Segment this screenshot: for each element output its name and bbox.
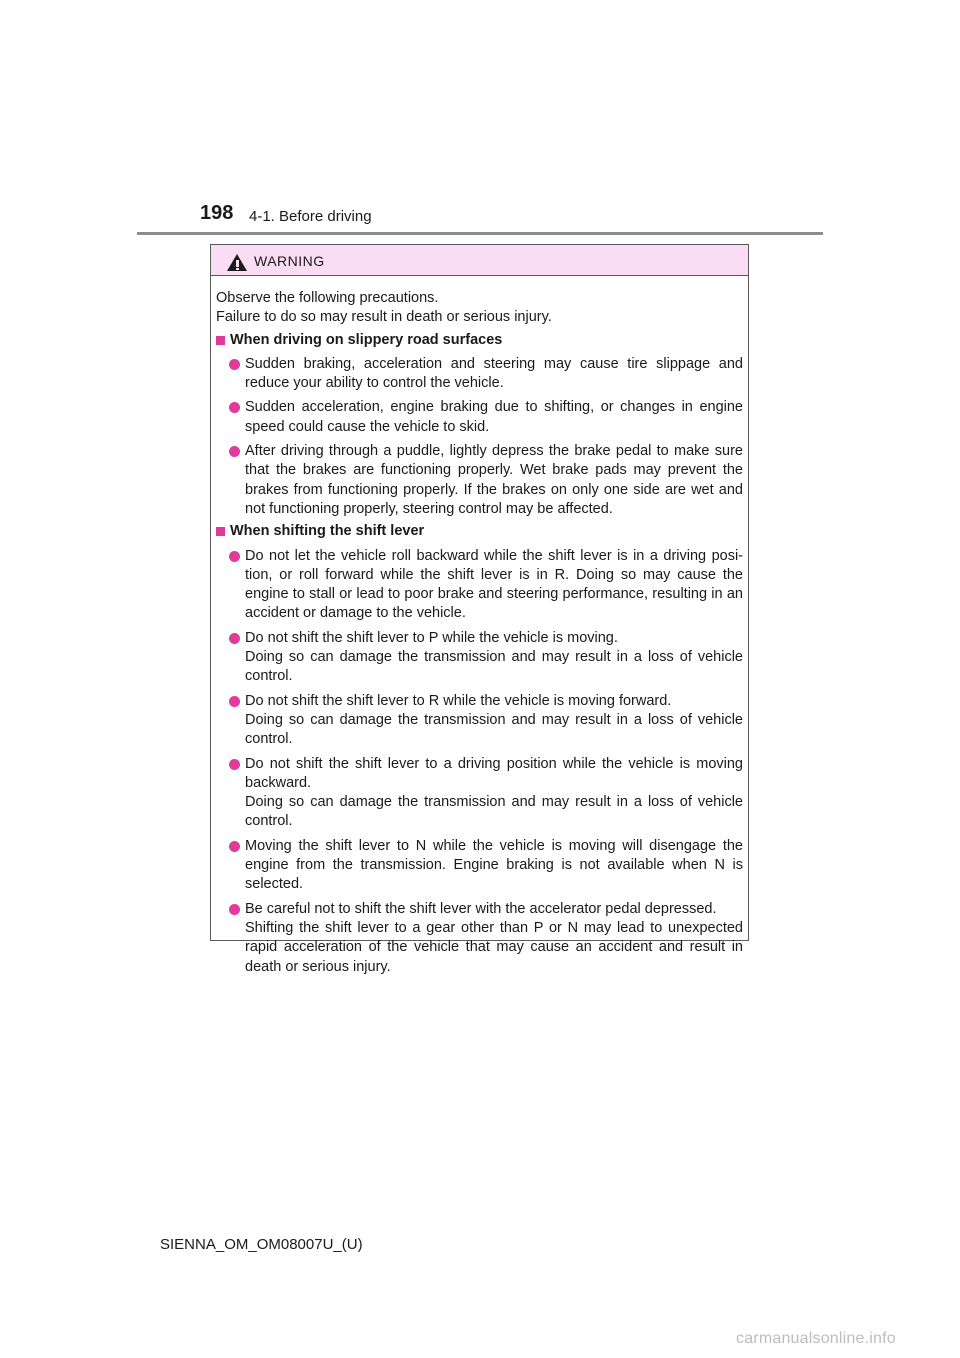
- subheading-text: When driving on slippery road surfaces: [230, 331, 503, 348]
- bullet-item: [216, 629, 743, 687]
- bullet-text: Shifting the shift lever to a gear other than P or N may lead to unexpected rapid acceleration of the vehicle that may cause an accident and result in death or serious injury.: [245, 919, 743, 975]
- intro-line: Failure to do so may result in death or serious injury.: [216, 309, 552, 326]
- bullet-item: [216, 900, 743, 977]
- bullet-text: Be careful not to shift the shift lever with the accelerator pedal depressed.: [245, 900, 717, 917]
- square-bullet-icon: [216, 527, 225, 536]
- circle-bullet-icon: [229, 359, 240, 370]
- subheading: [216, 331, 743, 350]
- warning-label: WARNING: [254, 253, 325, 269]
- bullet-text: Moving the shift lever to N while the vehicle is moving will disengage the engine from the transmission. Engine braking is not available when N is selected.: [245, 837, 743, 893]
- intro-line: Observe the following precautions.: [216, 290, 439, 306]
- bullet-item: [216, 837, 743, 895]
- bullet-text: Do not shift the shift lever to P while the vehicle is moving.: [245, 629, 618, 646]
- square-bullet-icon: [216, 336, 225, 345]
- circle-bullet-icon: [229, 633, 240, 644]
- bullet-text: After driving through a puddle, lightly depress the brake pedal to make sure that the brakes are functioning properly. Wet brake pads may prevent the brakes from functioning properly. If the brakes on only one side are wet and not functioning properly, steering control may be affected.: [245, 443, 743, 517]
- bullet-text: Sudden braking, acceleration and steering may cause tire slippage and reduce your ability to control the vehicle.: [245, 355, 743, 392]
- bullet-text: Do not shift the shift lever to R while the vehicle is moving forward.: [245, 692, 672, 709]
- circle-bullet-icon: [229, 759, 240, 770]
- document-code: SIENNA_OM_OM08007U_(U): [160, 1236, 363, 1253]
- bullet-text: Doing so can damage the transmission and may result in a loss of vehicle control.: [245, 711, 743, 748]
- bullet-item: [216, 547, 743, 624]
- circle-bullet-icon: [229, 841, 240, 852]
- section-title: 4-1. Before driving: [249, 208, 372, 225]
- bullet-text: Do not shift the shift lever to a driving position while the vehicle is moving backward.: [245, 755, 743, 791]
- subheading: [216, 522, 743, 541]
- bullet-item: [216, 398, 743, 437]
- circle-bullet-icon: [229, 551, 240, 562]
- warning-box: [210, 244, 749, 975]
- circle-bullet-icon: [229, 446, 240, 457]
- bullet-text: Doing so can damage the transmission and may result in a loss of vehicle control.: [245, 649, 743, 685]
- bullet-text: Doing so can damage the transmission and may result in a loss of vehicle control.: [245, 794, 743, 830]
- subheading-text: When shifting the shift lever: [230, 523, 425, 540]
- bullet-item: [216, 355, 743, 394]
- warning-icon-dot: [236, 268, 239, 270]
- circle-bullet-icon: [229, 696, 240, 707]
- circle-bullet-icon: [229, 904, 240, 915]
- watermark: carmanualsonline.info: [736, 1330, 896, 1347]
- bullet-item: [216, 442, 743, 519]
- warning-icon-mark: [236, 260, 239, 267]
- bullet-text: Sudden acceleration, engine braking due to shifting, or changes in engine speed could cause the vehicle to skid.: [245, 399, 743, 435]
- circle-bullet-icon: [229, 402, 240, 413]
- bullet-item: [216, 692, 743, 750]
- bullet-text: Do not let the vehicle roll backward while the shift lever is in a driving posi-tion, or roll forward while the shift lever is in R. Doing so may cause the engine to stall or lead to poor brake and steering performance, resulting in an accident or damage to the vehicle.: [245, 547, 743, 622]
- warning-header: [211, 245, 748, 276]
- warning-body: [211, 276, 748, 977]
- page-number: 198: [200, 202, 234, 224]
- header-rule: [137, 232, 823, 235]
- bullet-item: [216, 755, 743, 832]
